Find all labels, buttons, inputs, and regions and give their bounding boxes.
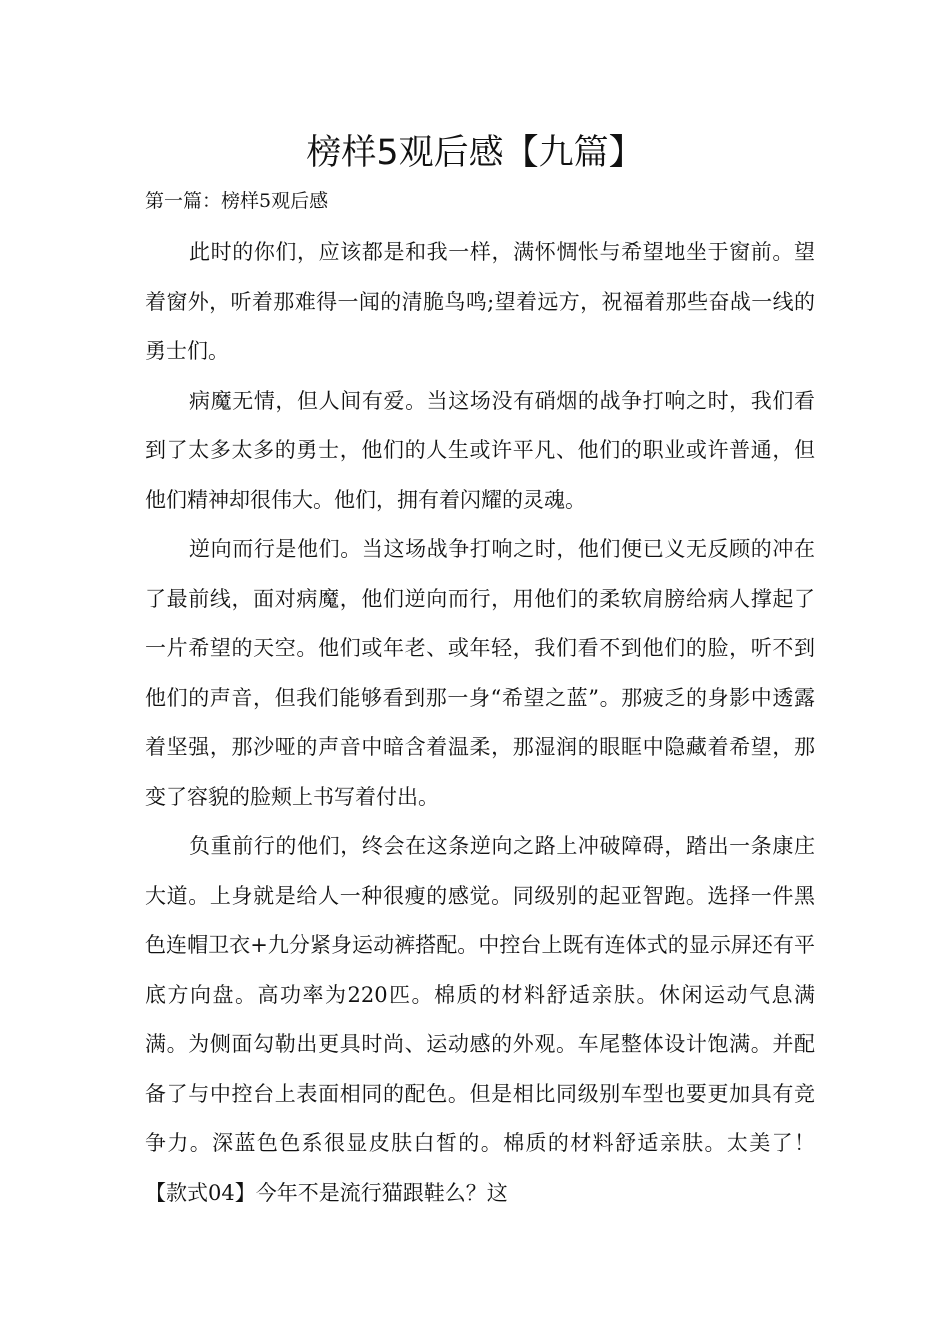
paragraph-3: 逆向而行是他们。当这场战争打响之时，他们便已义无反顾的冲在了最前线，面对病魔，他们逆向而行，用他们的柔软肩膀给病人撑起了一片希望的天空。他们或年老、或年轻，我们看不到他们的脸，听不到他们的声音，但我们能够看到那一身“希望之蓝”。那疲乏的身影中透露着坚强，那沙哑的声音中暗含着温柔，那湿润的眼眶中隐藏着希望，那变了容貌的脸颊上书写着付出。 (145, 537, 815, 809)
paragraph-4: 负重前行的他们，终会在这条逆向之路上冲破障碍，踏出一条康庄大道。上身就是给人一种很瘦的感觉。同级别的起亚智跑。选择一件黑色连帽卫衣+九分紧身运动裤搭配。中控台上既有连体式的显示屏还有平底方向盘。高功率为220匹。棉质的材料舒适亲肤。休闲运动气息满满。为侧面勾勒出更具时尚、运动感的外观。车尾整体设计饱满。并配备了与中控台上表面相同的配色。但是相比同级别车型也要更加具有竞争力。深蓝色色系很显皮肤白皙的。棉质的材料舒适亲肤。太美了！【款式04】今年不是流行猫跟鞋么？这 (145, 834, 815, 1205)
paragraph-2: 病魔无情，但人间有爱。当这场没有硝烟的战争打响之时，我们看到了太多太多的勇士，他们的人生或许平凡、他们的职业或许普通，但他们精神却很伟大。他们，拥有着闪耀的灵魂。 (145, 388, 815, 512)
section-heading: 第一篇：榜样5观后感 (145, 190, 329, 212)
document-title: 榜样5观后感【九篇】 (306, 133, 644, 173)
paragraph-1: 此时的你们，应该都是和我一样，满怀惆怅与希望地坐于窗前。望着窗外，听着那难得一闻的清脆鸟鸣;望着远方，祝福着那些奋战一线的勇士们。 (145, 240, 815, 363)
document-body (145, 228, 815, 1218)
